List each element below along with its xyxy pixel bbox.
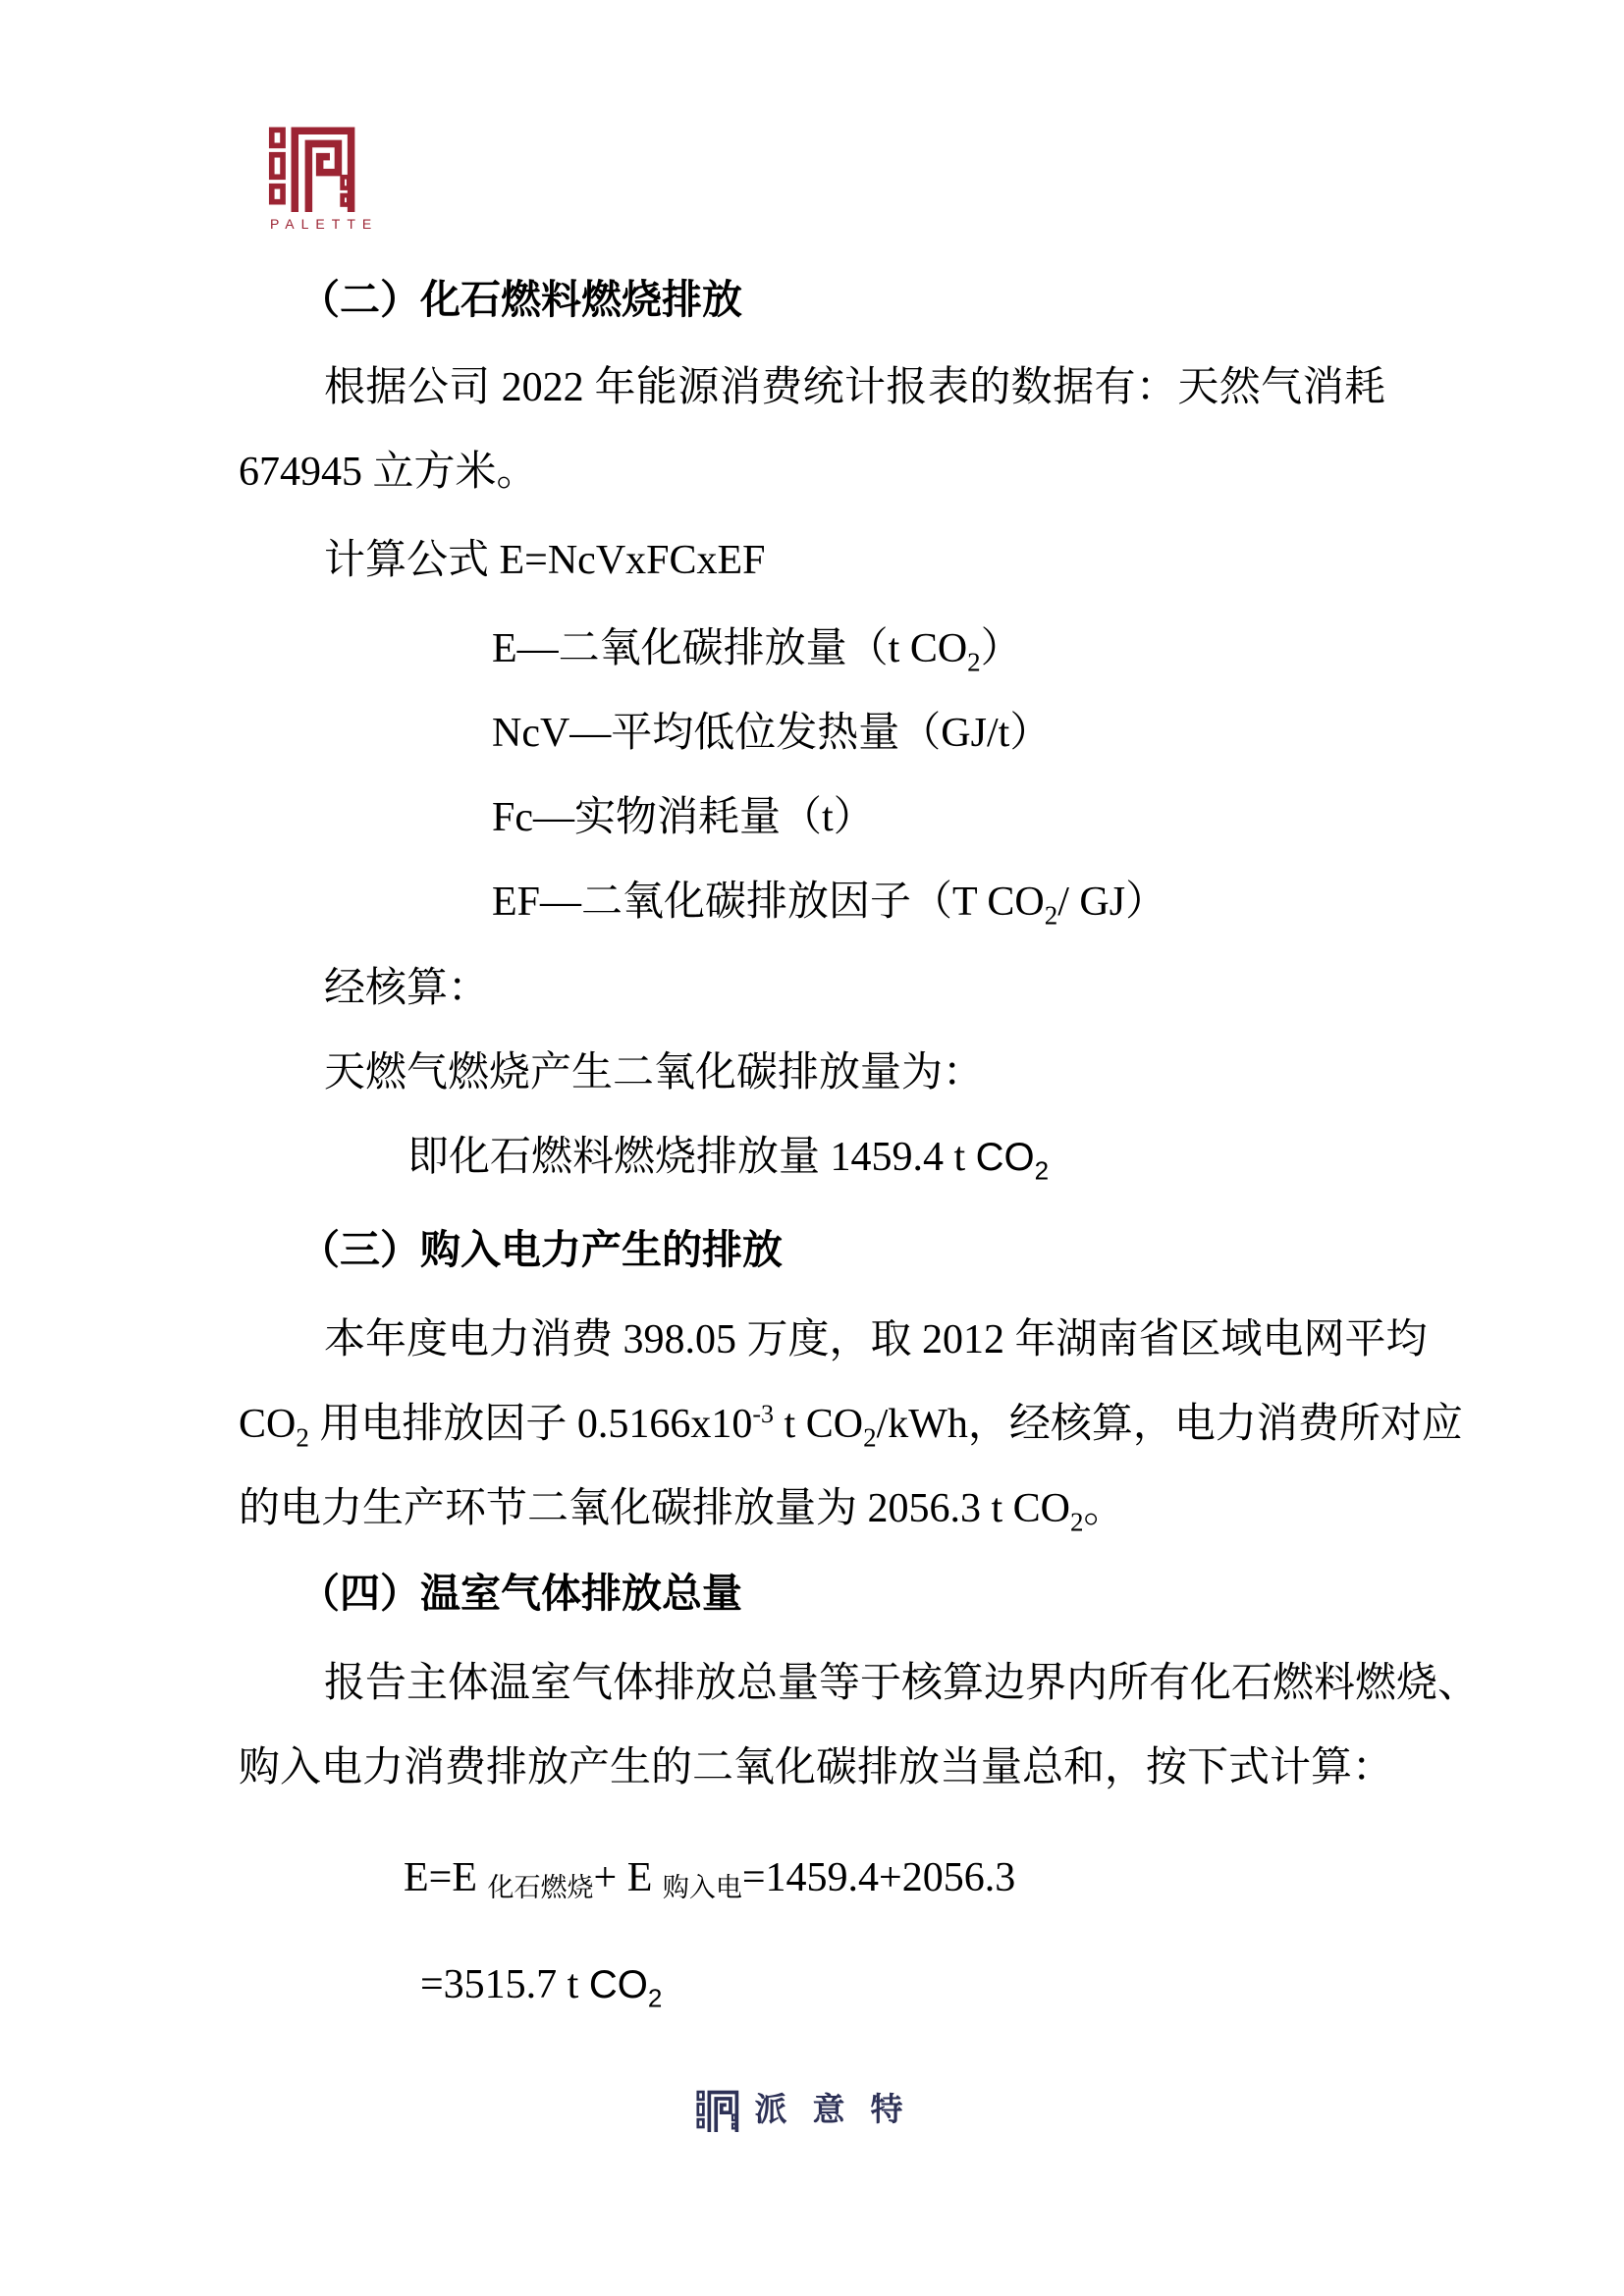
section-heading-total-ghg: （四）温室气体排放总量 [299, 1571, 742, 1616]
paragraph-fossil-line1: 根据公司 2022 年能源消费统计报表的数据有：天然气消耗 [324, 365, 1385, 410]
footer-logo-icon [696, 2087, 741, 2132]
paragraph-electricity-line2: $CO_2$ 用电排放因子 $0.5166x10^{-3}$ t $CO_2$/kWh，经核算，电力消费所对应 [239, 1400, 1463, 1453]
footer-logo [0, 2087, 1624, 2132]
fossil-result-line: 即化石燃料燃烧排放量 1459.4 t $CO_2$ [407, 1135, 1050, 1186]
after-check-line: 经核算： [324, 966, 490, 1011]
paragraph-total-line1: 报告主体温室气体排放总量等于核算边界内所有化石燃料燃烧、 [324, 1661, 1480, 1706]
definition-e: E—二氧化碳排放量（t $CO_2$） [492, 626, 1022, 677]
gas-emission-line: 天燃气燃烧产生二氧化碳排放量为： [324, 1050, 985, 1095]
equation-total-line2: =3515.7 t $CO_2$ [420, 1962, 663, 2013]
equation-total-line1: E=E 化石燃烧+ E 购入电=1459.4+2056.3 [404, 1855, 1016, 1902]
header-logo [268, 120, 386, 233]
paragraph-total-line2: 购入电力消费排放产生的二氧化碳排放当量总和，按下式计算： [239, 1745, 1394, 1790]
section-heading-electricity: （三）购入电力产生的排放 [299, 1227, 783, 1272]
paragraph-fossil-line2: 674945 立方米。 [239, 450, 538, 495]
footer-brand-text: 派意特 [754, 2091, 929, 2127]
definition-ef: EF—二氧化碳排放因子（T $CO_2/$ GJ） [492, 880, 1167, 931]
formula-intro-line: 计算公式 E=NcVxFCxEF [324, 538, 766, 583]
definition-ncv: NcV—平均低位发热量（GJ/t） [492, 711, 1052, 756]
paragraph-electricity-line3: 的电力生产环节二氧化碳排放量为 2056.3 t $CO_2$。 [239, 1486, 1125, 1537]
logo-brand-text: PALETTE [270, 216, 379, 232]
definition-fc: Fc—实物消耗量（t） [492, 795, 875, 840]
paragraph-electricity-line1: 本年度电力消费 398.05 万度，取 2012 年湖南省区域电网平均 [324, 1317, 1428, 1362]
palette-logo-icon [268, 120, 360, 212]
section-heading-fossil-fuel: （二）化石燃料燃烧排放 [299, 277, 742, 322]
